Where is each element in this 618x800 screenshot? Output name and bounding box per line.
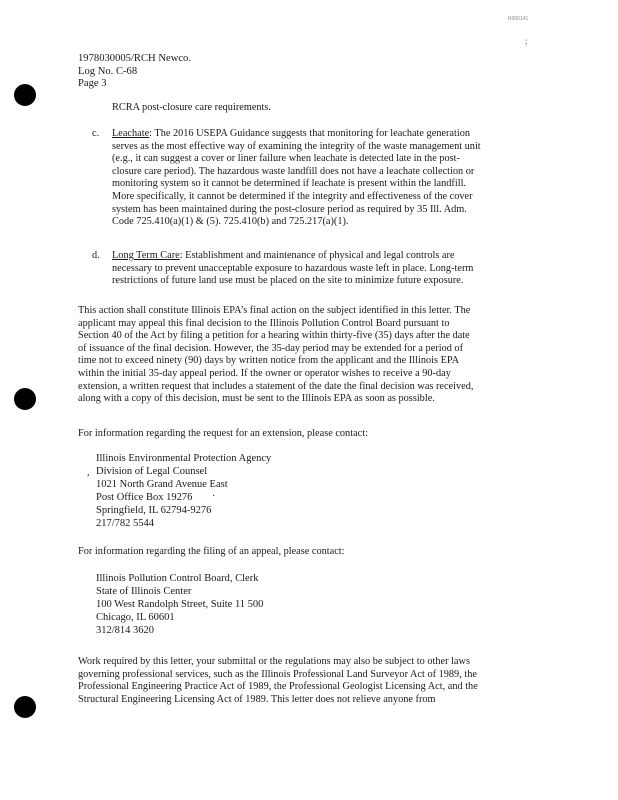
item-d-term: Long Term Care xyxy=(112,250,180,261)
page-header xyxy=(78,53,191,91)
extension-contact-intro: For information regarding the request for an extension, please contact: xyxy=(78,428,368,439)
bates-stamp: R000141 xyxy=(508,16,529,22)
punch-hole-icon xyxy=(14,696,36,718)
item-c-leachate: Leachate: The 2016 USEPA Guidance suggests that monitoring for leachate generation serves as the most effective way of examining the integrity of the waste management unit (e.g., it can suggest a cover or liner failure when leachate is detected late in the post- closure care period). The hazardous waste landfill does not have a leachate collection or monitoring system so it cannot be determined if leachate is present within the landfill. More specifically, it cannot be determined if the integrity and effectiveness of the cover system has been maintained during the post-closure period as required by 35 Ill. Adm. Code 725.410(a)(1) & (5). 725.410(b) and 725.217(a)(1). xyxy=(112,128,481,228)
address-line: Springfield, IL 62794-9276 xyxy=(96,505,212,516)
log-number: Log No. C-68 xyxy=(78,65,138,77)
work-required-paragraph: Work required by this letter, your submittal or the regulations may also be subject to other laws governing professional services, such as the Illinois Professional Land Surveyor Act of 1989, the Professional Engineering Practice Act of 1989, the Professional Geologist Licensing Act, and the Structural Engineering Licensing Act of 1989. This letter does not relieve anyone from xyxy=(78,656,478,705)
item-d-long-term-care: Long Term Care: Establishment and maintenance of physical and legal controls are necessary to prevent unacceptable exposure to hazardous waste left in place. Long-term restrictions of future land use must be placed on the site to minimize future exposure. xyxy=(112,250,474,287)
board-address-block xyxy=(96,572,263,637)
address-line: 217/782 5544 xyxy=(96,518,155,529)
stray-mark: , xyxy=(87,467,90,478)
address-line: Post Office Box 19276 xyxy=(96,492,193,503)
address-line: 312/814 3620 xyxy=(96,625,155,636)
intro-line: RCRA post-closure care requirements. xyxy=(112,102,271,113)
stray-mark: ; xyxy=(525,36,528,46)
punch-hole-icon xyxy=(14,388,36,410)
address-line: Division of Legal Counsel xyxy=(96,466,208,477)
item-c-term: Leachate xyxy=(112,128,150,139)
appeal-contact-intro: For information regarding the filing of an appeal, please contact: xyxy=(78,546,345,557)
final-action-paragraph: This action shall constitute Illinois EPA’s final action on the subject identified in this letter. The applicant may appeal this final decision to the Illinois Pollution Control Board pursuant to Section 40 of the Act by filing a petition for a hearing within thirty-five (35) days after the date of issuance of the final decision. However, the 35-day period may be extended for a period of time not to exceed ninety (90) days by written notice from the applicant and the Illinois EPA within the initial 35-day appeal period. If the owner or operator wishes to receive a 90-day extension, a written request that includes a statement of the date the final decision was received, along with a copy of this decision, must be sent to the Illinois EPA as soon as possible. xyxy=(78,305,474,405)
punch-hole-icon xyxy=(14,84,36,106)
address-line: Chicago, IL 60601 xyxy=(96,612,175,623)
item-d-marker: d. xyxy=(92,250,100,261)
address-line: Illinois Pollution Control Board, Clerk xyxy=(96,573,259,584)
address-line: 100 West Randolph Street, Suite 11 500 xyxy=(96,599,264,610)
page-number: Page 3 xyxy=(78,78,107,89)
address-line: 1021 North Grand Avenue East xyxy=(96,479,228,490)
stray-mark: · xyxy=(212,491,216,502)
item-c-marker: c. xyxy=(92,128,100,139)
file-reference: 1978030005/RCH Newco. xyxy=(78,53,191,64)
epa-address-block xyxy=(96,452,271,530)
address-line: Illinois Environmental Protection Agency xyxy=(96,453,272,464)
address-line: State of Illinois Center xyxy=(96,586,192,597)
